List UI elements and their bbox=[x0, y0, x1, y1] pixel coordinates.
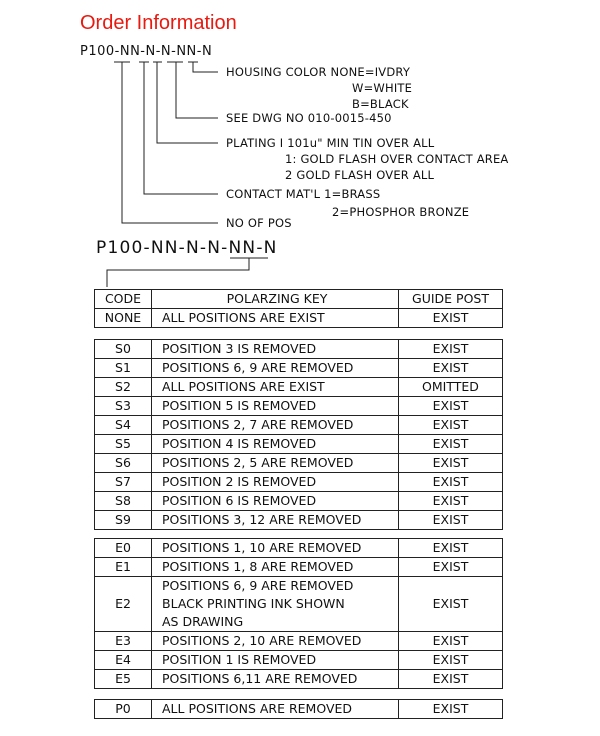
table-header-row bbox=[95, 290, 503, 309]
row-code: S7 bbox=[95, 473, 152, 492]
header-guide-post: GUIDE POST bbox=[399, 290, 503, 309]
row-code: S4 bbox=[95, 416, 152, 435]
table-row bbox=[95, 378, 503, 397]
header-key: POLARZING KEY bbox=[152, 290, 399, 309]
callout-plating: PLATING I 101u" MIN TIN OVER ALL bbox=[226, 136, 435, 150]
row-code: P0 bbox=[95, 700, 152, 719]
polarizing-table-group-4 bbox=[94, 699, 503, 719]
polarizing-table-group-3 bbox=[94, 538, 503, 689]
table-row bbox=[95, 632, 503, 651]
page-title: Order Information bbox=[80, 12, 237, 34]
row-key: POSITIONS 6,11 ARE REMOVED bbox=[152, 670, 399, 689]
row-guide: EXIST bbox=[399, 309, 503, 328]
table-row bbox=[95, 539, 503, 558]
row-key: POSITION 4 IS REMOVED bbox=[152, 435, 399, 454]
table-row bbox=[95, 309, 503, 328]
table-row bbox=[95, 359, 503, 378]
row-key: POSITIONS 6, 9 ARE REMOVED BLACK PRINTING INK SHOWN AS DRAWING bbox=[152, 577, 399, 632]
row-guide: EXIST bbox=[399, 511, 503, 530]
row-code: S9 bbox=[95, 511, 152, 530]
table-row bbox=[95, 473, 503, 492]
callout-contact-material-2: 2=PHOSPHOR BRONZE bbox=[332, 205, 470, 219]
callout-no-of-pos: NO OF POS bbox=[226, 216, 292, 230]
callout-housing-color: HOUSING COLOR NONE=IVDRY bbox=[226, 65, 411, 79]
row-code: S2 bbox=[95, 378, 152, 397]
row-code: S6 bbox=[95, 454, 152, 473]
row-key: POSITIONS 2, 7 ARE REMOVED bbox=[152, 416, 399, 435]
row-guide: EXIST bbox=[399, 435, 503, 454]
callout-plating-1: 1: GOLD FLASH OVER CONTACT AREA bbox=[285, 152, 509, 166]
callout-housing-white: W=WHITE bbox=[352, 81, 413, 95]
row-key: ALL POSITIONS ARE REMOVED bbox=[152, 700, 399, 719]
row-code: E1 bbox=[95, 558, 152, 577]
row-key: POSITIONS 3, 12 ARE REMOVED bbox=[152, 511, 399, 530]
row-guide: EXIST bbox=[399, 359, 503, 378]
part-number-code: P100-NN-N-N-NN-N bbox=[80, 44, 213, 59]
row-key: POSITIONS 1, 10 ARE REMOVED bbox=[152, 539, 399, 558]
row-key: ALL POSITIONS ARE EXIST bbox=[152, 309, 399, 328]
row-code: S5 bbox=[95, 435, 152, 454]
row-code: E5 bbox=[95, 670, 152, 689]
table-row bbox=[95, 435, 503, 454]
row-code: NONE bbox=[95, 309, 152, 328]
row-guide: EXIST bbox=[399, 558, 503, 577]
callout-contact-material: CONTACT MAT'L 1=BRASS bbox=[226, 187, 381, 201]
row-key: POSITIONS 6, 9 ARE REMOVED bbox=[152, 359, 399, 378]
row-guide: EXIST bbox=[399, 492, 503, 511]
row-code: S1 bbox=[95, 359, 152, 378]
row-key: POSITION 1 IS REMOVED bbox=[152, 651, 399, 670]
callout-plating-2: 2 GOLD FLASH OVER ALL bbox=[285, 168, 435, 182]
row-key: POSITION 2 IS REMOVED bbox=[152, 473, 399, 492]
row-guide: EXIST bbox=[399, 416, 503, 435]
row-code: E4 bbox=[95, 651, 152, 670]
row-code: E0 bbox=[95, 539, 152, 558]
row-guide: EXIST bbox=[399, 539, 503, 558]
callout-housing-black: B=BLACK bbox=[352, 97, 409, 111]
row-key: POSITION 6 IS REMOVED bbox=[152, 492, 399, 511]
row-guide: EXIST bbox=[399, 651, 503, 670]
row-guide: EXIST bbox=[399, 340, 503, 359]
row-guide: EXIST bbox=[399, 700, 503, 719]
row-key: POSITIONS 1, 8 ARE REMOVED bbox=[152, 558, 399, 577]
table-row bbox=[95, 416, 503, 435]
header-code: CODE bbox=[95, 290, 152, 309]
row-code: S0 bbox=[95, 340, 152, 359]
row-key: POSITIONS 2, 5 ARE REMOVED bbox=[152, 454, 399, 473]
polarizing-table-group-1 bbox=[94, 289, 503, 328]
table-row bbox=[95, 397, 503, 416]
table-row bbox=[95, 651, 503, 670]
table-row bbox=[95, 454, 503, 473]
table-row bbox=[95, 670, 503, 689]
polarizing-table-group-2 bbox=[94, 339, 503, 530]
row-code: S3 bbox=[95, 397, 152, 416]
row-guide: EXIST bbox=[399, 473, 503, 492]
row-guide: EXIST bbox=[399, 670, 503, 689]
row-code: E3 bbox=[95, 632, 152, 651]
row-guide: OMITTED bbox=[399, 378, 503, 397]
row-key: POSITIONS 2, 10 ARE REMOVED bbox=[152, 632, 399, 651]
table-row bbox=[95, 511, 503, 530]
table-row bbox=[95, 340, 503, 359]
table-row bbox=[95, 492, 503, 511]
row-key: POSITION 5 IS REMOVED bbox=[152, 397, 399, 416]
row-guide: EXIST bbox=[399, 454, 503, 473]
row-guide: EXIST bbox=[399, 577, 503, 632]
callout-see-dwg: SEE DWG NO 010-0015-450 bbox=[226, 111, 392, 125]
table-row bbox=[95, 577, 503, 632]
row-code: S8 bbox=[95, 492, 152, 511]
row-guide: EXIST bbox=[399, 397, 503, 416]
row-key: POSITION 3 IS REMOVED bbox=[152, 340, 399, 359]
row-guide: EXIST bbox=[399, 632, 503, 651]
polarizing-part-number: P100-NN-N-N-NN-N bbox=[96, 238, 278, 258]
row-key: ALL POSITIONS ARE EXIST bbox=[152, 378, 399, 397]
row-code: E2 bbox=[95, 577, 152, 632]
table-row bbox=[95, 558, 503, 577]
table-row bbox=[95, 700, 503, 719]
